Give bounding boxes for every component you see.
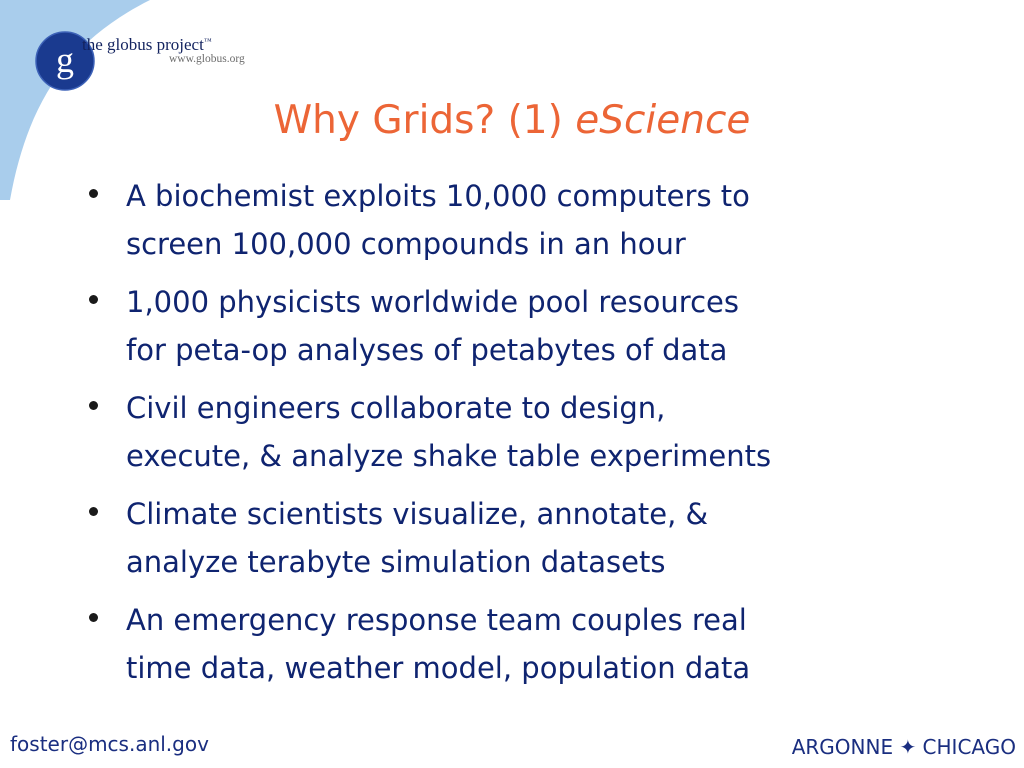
- bullet-line: analyze terabyte simulation datasets: [126, 545, 666, 579]
- bullet-item: [86, 596, 996, 692]
- title-main: Why Grids? (1): [273, 98, 576, 143]
- footer-org: ARGONNE ✦ CHICAGO: [791, 735, 1016, 759]
- bullet-item: [86, 172, 996, 268]
- bullet-line: 1,000 physicists worldwide pool resources: [126, 285, 739, 319]
- logo-mark-letter: g: [56, 40, 74, 80]
- bullet-list: [86, 172, 996, 702]
- bullet-item: [86, 490, 996, 586]
- trademark-symbol: ™: [203, 36, 212, 46]
- bullet-line: A biochemist exploits 10,000 computers to: [126, 179, 750, 213]
- slide-title: [0, 98, 1024, 143]
- bullet-line: Climate scientists visualize, annotate, &: [126, 497, 709, 531]
- bullet-icon: [89, 613, 98, 622]
- globus-logo: [34, 30, 274, 94]
- logo-name: the globus project™: [82, 35, 212, 54]
- bullet-line: time data, weather model, population data: [126, 651, 751, 685]
- bullet-line: An emergency response team couples real: [126, 603, 747, 637]
- bullet-line: execute, & analyze shake table experiments: [126, 439, 772, 473]
- logo-url: www.globus.org: [169, 53, 245, 65]
- bullet-item: [86, 278, 996, 374]
- bullet-icon: [89, 295, 98, 304]
- bullet-item: [86, 384, 996, 480]
- bullet-line: screen 100,000 compounds in an hour: [126, 227, 686, 261]
- bullet-icon: [89, 507, 98, 516]
- bullet-line: Civil engineers collaborate to design,: [126, 391, 666, 425]
- bullet-icon: [89, 401, 98, 410]
- bullet-line: for peta-op analyses of petabytes of data: [126, 333, 728, 367]
- footer-email: foster@mcs.anl.gov: [10, 732, 209, 756]
- bullet-icon: [89, 189, 98, 198]
- title-emphasis: eScience: [575, 98, 751, 143]
